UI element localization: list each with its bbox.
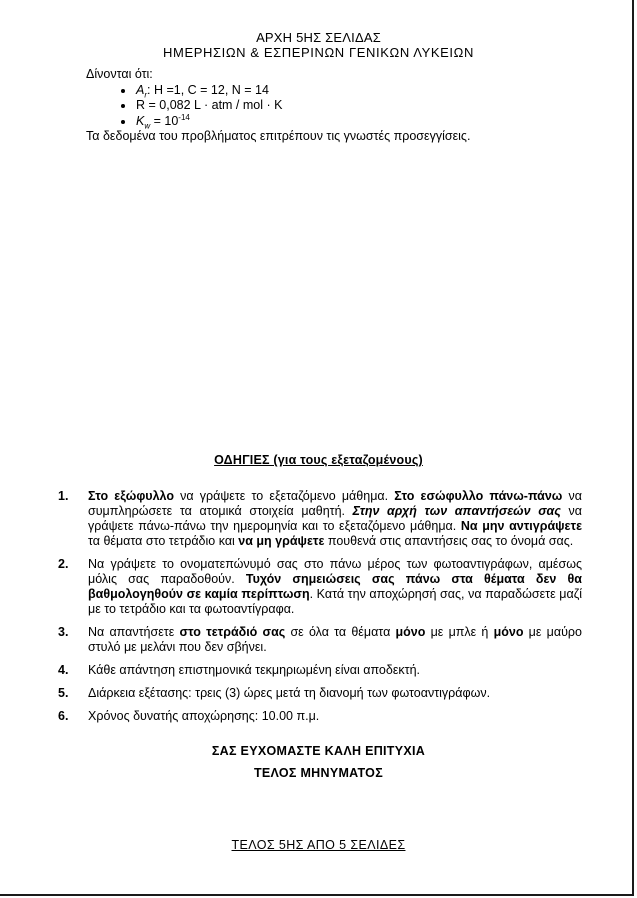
instructions-title: ΟΔΗΓΙΕΣ (για τους εξεταζομένους) bbox=[214, 453, 423, 467]
text: Να απαντήσετε bbox=[88, 625, 180, 639]
instruction-text: Κάθε απάντηση επιστημονικά τεκμηριωμένη είναι αποδεκτή. bbox=[88, 663, 421, 677]
emph: μόνο bbox=[493, 625, 524, 639]
instruction-text bbox=[88, 557, 582, 617]
instruction-number: 6. bbox=[58, 709, 69, 723]
given-intro: Δίνονται ότι: bbox=[86, 67, 153, 81]
r-value: R = 0,082 L · atm / mol · K bbox=[136, 98, 283, 112]
instruction-number: 1. bbox=[58, 489, 69, 503]
page-header bbox=[0, 30, 637, 60]
given-data-section bbox=[86, 67, 470, 145]
instruction-number: 2. bbox=[58, 557, 69, 571]
emph: μόνο bbox=[395, 625, 426, 639]
text: Να γράψετε το ονοματεπώνυμό σας στο πάνω μέρος των φωτοαντιγράφων, αμέσως μόλις σας παραδοθούν. bbox=[88, 557, 582, 586]
kw-symbol: K bbox=[136, 113, 145, 128]
text: με μπλε ή bbox=[425, 625, 494, 639]
emph: Να μην αντιγράψετε bbox=[460, 519, 582, 533]
instructions-list bbox=[58, 489, 582, 732]
text: τα θέματα στο τετράδιο και bbox=[88, 534, 239, 548]
instruction-text bbox=[88, 625, 582, 655]
ar-subscript: r bbox=[144, 90, 148, 99]
instruction-number: 4. bbox=[58, 663, 69, 677]
text: πουθενά στις απαντήσεις σας το όνομά σας. bbox=[324, 534, 574, 548]
kw-subscript: w bbox=[144, 121, 151, 130]
given-item-kw bbox=[136, 114, 470, 130]
closing-message bbox=[0, 740, 637, 784]
text: με μαύρο στυλό με μελάνι που δεν σβήνει. bbox=[88, 625, 582, 654]
header-line-2: ΗΜΕΡΗΣΙΩΝ & ΕΣΠΕΡΙΝΩΝ ΓΕΝΙΚΩΝ ΛΥΚΕΙΩΝ bbox=[163, 45, 474, 60]
text: να γράψετε το εξεταζόμενο μάθημα. bbox=[173, 489, 395, 503]
ar-symbol: A bbox=[136, 82, 145, 97]
given-note: Τα δεδομένα του προβλήματος επιτρέπουν τις γνωστές προσεγγίσεις. bbox=[86, 129, 471, 143]
text: . Κατά την αποχώρησή σας, να παραδώσετε μαζί με το τετράδιο και τα φωτοαντίγραφα. bbox=[88, 587, 582, 616]
instruction-5 bbox=[58, 686, 582, 701]
instruction-6 bbox=[58, 709, 582, 724]
instruction-3 bbox=[58, 625, 582, 655]
given-item-r bbox=[136, 98, 470, 114]
page-footer: ΤΕΛΟΣ 5ΗΣ ΑΠΟ 5 ΣΕΛΙΔΕΣ bbox=[231, 838, 406, 852]
text: σε όλα τα θέματα bbox=[285, 625, 396, 639]
instruction-text bbox=[88, 489, 582, 549]
emph: Στην αρχή των απαντήσεών σας bbox=[352, 504, 561, 518]
instruction-4 bbox=[58, 663, 582, 678]
text: να γράψετε πάνω-πάνω την ημερομηνία και το εξεταζόμενο μάθημα. bbox=[88, 504, 582, 533]
instruction-number: 3. bbox=[58, 625, 69, 639]
emph: να μη γράψετε bbox=[238, 534, 325, 548]
instruction-number: 5. bbox=[58, 686, 69, 700]
instruction-2 bbox=[58, 557, 582, 617]
instruction-text: Διάρκεια εξέτασης: τρεις (3) ώρες μετά τη διανομή των φωτοαντιγράφων. bbox=[88, 686, 491, 700]
kw-value: = 10 bbox=[150, 113, 179, 128]
closing-line-1: ΣΑΣ ΕΥΧΟΜΑΣΤΕ ΚΑΛΗ ΕΠΙΤΥΧΙΑ bbox=[211, 744, 426, 758]
ar-values: : H =1, C = 12, N = 14 bbox=[147, 82, 269, 97]
instruction-text: Χρόνος δυνατής αποχώρησης: 10.00 π.μ. bbox=[88, 709, 320, 723]
emph: στο τετράδιό σας bbox=[179, 625, 286, 639]
text: να συμπληρώσετε τα ατομικά στοιχεία μαθητή. bbox=[88, 489, 582, 518]
emph: Στο εσώφυλλο πάνω-πάνω bbox=[394, 489, 563, 503]
instruction-1 bbox=[58, 489, 582, 549]
given-item-ar bbox=[136, 83, 470, 99]
header-line-1: ΑΡΧΗ 5ΗΣ ΣΕΛΙΔΑΣ bbox=[256, 30, 381, 45]
emph: Τυχόν σημειώσεις σας πάνω στα θέματα δεν θα βαθμολογηθούν σε καμία περίπτωση bbox=[88, 572, 582, 601]
given-list bbox=[86, 83, 470, 130]
emph: Στο εξώφυλλο bbox=[88, 489, 174, 503]
kw-exponent: -14 bbox=[178, 112, 190, 122]
closing-line-2: ΤΕΛΟΣ ΜΗΝΥΜΑΤΟΣ bbox=[253, 766, 383, 780]
